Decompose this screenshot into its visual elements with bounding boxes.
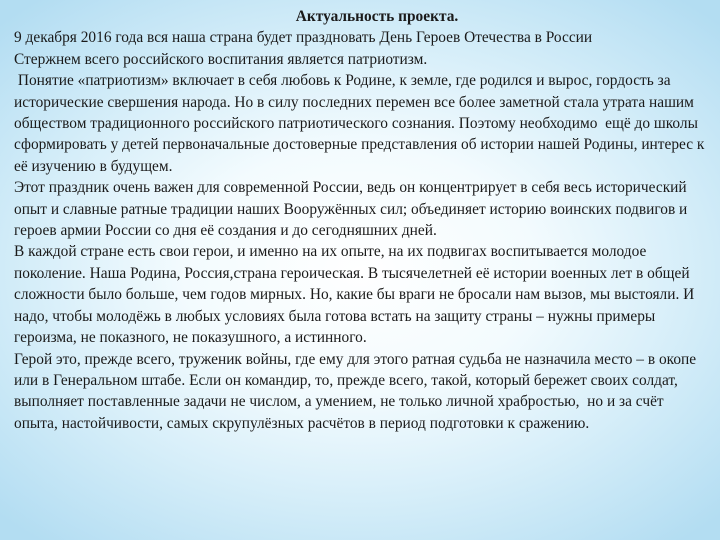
paragraph-hero-definition: Герой это, прежде всего, труженик войны, где ему для этого ратная судьба не назначила место – в окопе или в Генеральном штабе. Если он командир, то, прежде всего, такой, который бережет своих солдат, выполняет поставленные задачи не числом, а умением, не только личной храбростью, но и за счёт опыта, настойчивости, самых скрупулёзных расчётов в период подготовки к сражению.	[14, 350, 700, 432]
paragraph-patriotism-core: Стержнем всего российского воспитания является патриотизм.	[14, 50, 428, 68]
paragraph-date: 9 декабря 2016 года вся наша страна будет праздновать День Героев Отечества в России	[14, 29, 593, 47]
slide-content	[14, 6, 710, 434]
slide-title: Актуальность проекта.	[295, 8, 459, 25]
paragraph-patriotism-concept: Понятие «патриотизм» включает в себя любовь к Родине, к земле, где родился и вырос, гордость за исторические свершения народа. Но в силу последних перемен все более заметной стала утрата нашим обществом традиционного российского патриотического сознания. Поэтому необходимо ещё до школы сформировать у детей первоначальные достоверные представления об истории нашей Родины, интерес к её изучению в будущем.	[14, 72, 709, 175]
paragraph-heroes: В каждой стране есть свои герои, и именно на их опыте, на их подвигах воспитывается молодое поколение. Наша Родина, Россия,страна героическая. В тысячелетней её истории военных лет в общей сложности было больше, чем годов мирных. Но, какие бы враги не бросали нам вызов, мы выстояли. И надо, чтобы молодёжь в любых условиях была готова встать на защиту страны – нужны примеры героизма, не показного, не показушного, а истинного.	[14, 243, 699, 347]
paragraph-holiday-importance: Этот праздник очень важен для современной России, ведь он концентрирует в себя весь исторический опыт и славные ратные традиции наших Вооружённых сил; объединяет историю воинских подвигов и героев армии России со дня её создания и до сегодняшних дней.	[14, 179, 692, 240]
